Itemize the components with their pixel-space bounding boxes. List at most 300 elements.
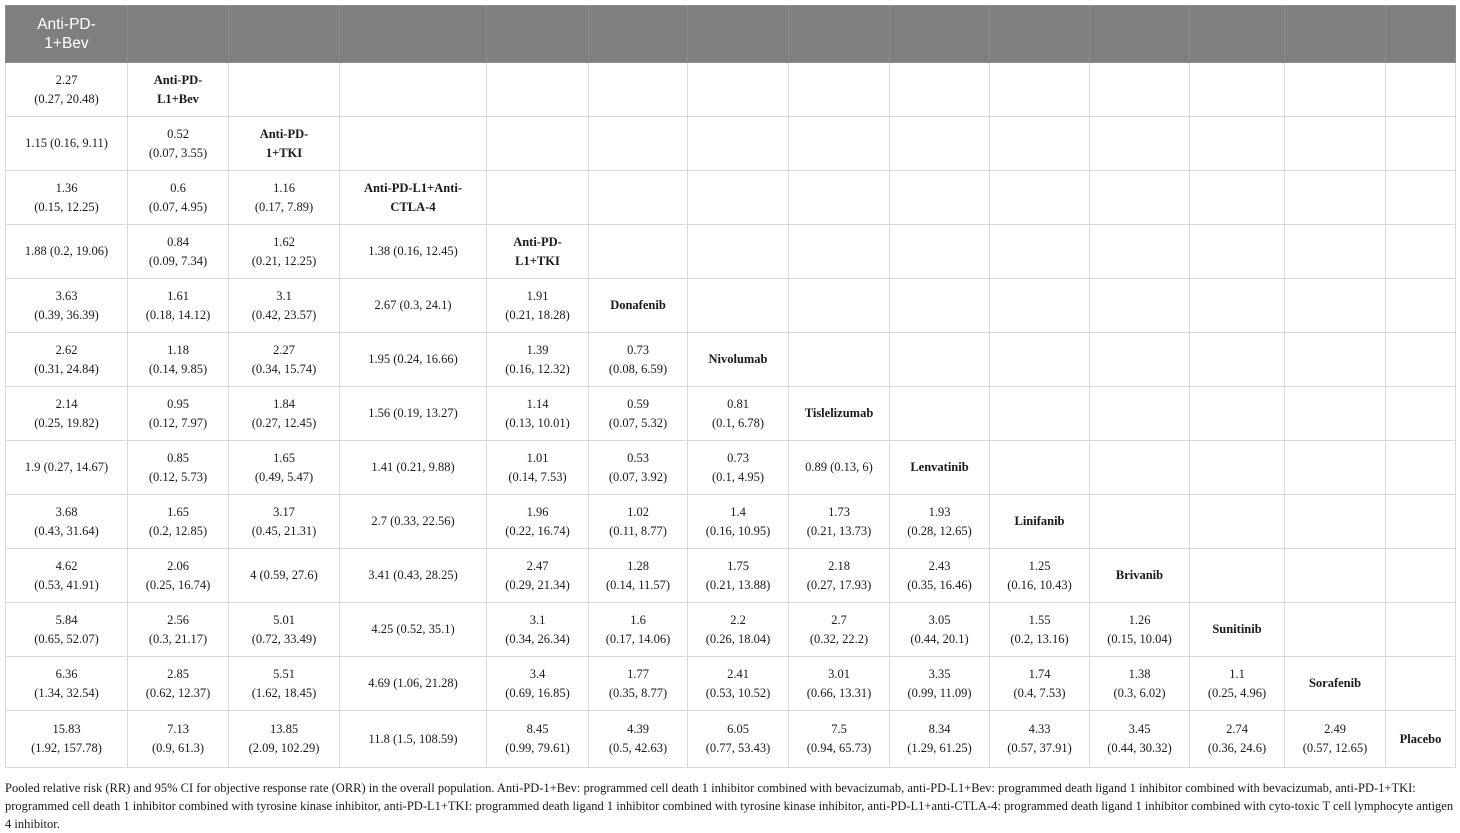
rr-value-cell (340, 657, 487, 711)
rr-value-text: (0.14, 7.53) (508, 469, 567, 484)
treatment-label-text: L1+TKI (515, 253, 560, 268)
rr-value-text: 1.4 (730, 504, 746, 519)
rr-value-cell (229, 603, 340, 657)
rr-value-text: (0.17, 7.89) (254, 199, 314, 214)
empty-cell (1190, 441, 1285, 495)
rr-value-text: 0.73 (627, 342, 649, 357)
rr-value-cell (789, 549, 890, 603)
rr-value-text: (0.27, 20.48) (34, 91, 99, 106)
rr-value-cell (128, 225, 229, 279)
header-cell (128, 6, 229, 63)
empty-cell (1285, 117, 1386, 171)
rr-value-cell (688, 711, 789, 768)
rr-value-cell (340, 387, 487, 441)
rr-value-text: (0.39, 36.39) (34, 307, 99, 322)
empty-cell (688, 117, 789, 171)
rr-value-text: 5.01 (273, 612, 295, 627)
rr-value-text: 1.38 (0.16, 12.45) (368, 244, 458, 258)
empty-cell (1090, 441, 1190, 495)
table-footnote: Pooled relative risk (RR) and 95% CI for objective response rate (ORR) in the overall population. Anti-PD-1+Bev: programmed cell death 1 inhibitor combined with bevacizumab, anti-PD-L1+Bev: programmed death ligand 1 inhibitor combined with bevacizumab, anti-PD-1+TKI: programmed cell death 1 inhibitor combined with tyrosine kinase inhibitor, anti-PD-L1+TKI: programmed death ligand 1 inhibitor combined with tyrosine kinase inhibitor, anti-PD-L1+anti-CTLA-4: programmed death ligand 1 inhibitor combined with cyto-toxic T cell lymphocyte antigen 4 inhibitor. (5, 781, 1454, 831)
rr-value-cell (128, 441, 229, 495)
empty-cell (1190, 63, 1285, 117)
rr-value-text: 1.65 (273, 450, 295, 465)
empty-cell (1285, 387, 1386, 441)
rr-value-cell (229, 495, 340, 549)
rr-value-text: 2.41 (727, 666, 749, 681)
rr-value-text: 1.73 (828, 504, 850, 519)
rr-value-text: (0.65, 52.07) (34, 631, 99, 646)
rr-value-text: (0.53, 10.52) (705, 685, 771, 700)
rr-value-cell (890, 711, 990, 768)
table-row (6, 333, 1456, 387)
rr-value-cell (6, 441, 128, 495)
rr-value-cell (688, 387, 789, 441)
table-row (6, 657, 1456, 711)
empty-cell (1285, 171, 1386, 225)
empty-cell (487, 171, 589, 225)
rr-value-text: 3.1 (529, 612, 546, 627)
rr-value-cell (990, 657, 1090, 711)
table-row (6, 117, 1456, 171)
header-cell (229, 6, 340, 63)
empty-cell (990, 117, 1090, 171)
empty-cell (1090, 117, 1190, 171)
table-row (6, 441, 1456, 495)
empty-cell (1090, 279, 1190, 333)
rr-value-text: 2.43 (928, 558, 951, 573)
header-cell (1090, 6, 1190, 63)
rr-value-text: (0.44, 20.1) (910, 631, 969, 646)
treatment-label-cell (688, 333, 789, 387)
rr-value-cell (487, 657, 589, 711)
empty-cell (1386, 387, 1456, 441)
rr-value-text: (0.62, 12.37) (145, 685, 211, 700)
rr-value-text: 3.05 (928, 612, 951, 627)
empty-cell (1090, 63, 1190, 117)
header-first-line2: 1+Bev (44, 35, 89, 52)
rr-value-text: (0.21, 18.28) (505, 307, 570, 322)
empty-cell (1285, 279, 1386, 333)
rr-value-cell (6, 171, 128, 225)
empty-cell (1386, 549, 1456, 603)
rr-value-text: (0.21, 13.73) (806, 523, 872, 538)
rr-value-cell (229, 441, 340, 495)
rr-value-cell (340, 441, 487, 495)
rr-value-text: 3.17 (273, 504, 295, 519)
header-cell (990, 6, 1090, 63)
rr-value-text: (0.66, 13.31) (806, 685, 872, 700)
rr-value-cell (1190, 711, 1285, 768)
rr-value-text: 8.34 (928, 722, 951, 736)
rr-value-text: 1.38 (1128, 666, 1151, 681)
treatment-label-cell (890, 441, 990, 495)
rr-value-text: 4.69 (1.06, 21.28) (368, 676, 458, 690)
rr-value-cell (229, 333, 340, 387)
rr-value-text: 8.45 (526, 722, 549, 736)
rr-value-text: (0.28, 12.65) (907, 523, 972, 538)
empty-cell (688, 225, 789, 279)
rr-value-text: (0.25, 19.82) (34, 415, 99, 430)
rr-value-text: (0.16, 12.32) (505, 361, 570, 376)
rr-value-text: 4 (0.59, 27.6) (250, 568, 318, 582)
league-table (5, 5, 1456, 768)
rr-value-text: (0.07, 3.55) (148, 145, 208, 160)
rr-value-cell (340, 225, 487, 279)
rr-value-cell (589, 657, 688, 711)
rr-value-cell (128, 279, 229, 333)
rr-value-text: (0.07, 4.95) (148, 199, 208, 214)
rr-value-cell (128, 549, 229, 603)
rr-value-text: 1.56 (0.19, 13.27) (368, 406, 458, 420)
rr-value-text: 5.84 (55, 612, 78, 627)
rr-value-text: (0.77, 53.43) (705, 741, 771, 755)
rr-value-cell (589, 387, 688, 441)
rr-value-text: 1.36 (55, 180, 78, 195)
table-row (6, 279, 1456, 333)
rr-value-text: 3.63 (55, 288, 78, 303)
rr-value-text: (0.21, 13.88) (705, 577, 771, 592)
empty-cell (340, 117, 487, 171)
rr-value-text: (0.11, 8.77) (609, 523, 667, 538)
rr-value-text: 4.62 (55, 558, 78, 573)
rr-value-text: (0.14, 9.85) (148, 361, 208, 376)
empty-cell (1090, 333, 1190, 387)
rr-value-cell (789, 657, 890, 711)
rr-value-text: (0.16, 10.43) (1007, 577, 1072, 592)
rr-value-text: 0.59 (627, 396, 649, 411)
header-cell (688, 6, 789, 63)
treatment-label-cell (487, 225, 589, 279)
empty-cell (1386, 63, 1456, 117)
rr-value-text: 2.27 (273, 342, 295, 357)
rr-value-cell (688, 549, 789, 603)
rr-value-text: (0.43, 31.64) (34, 523, 99, 538)
empty-cell (789, 279, 890, 333)
rr-value-text: (0.15, 12.25) (34, 199, 99, 214)
rr-value-cell (990, 603, 1090, 657)
empty-cell (890, 333, 990, 387)
table-row (6, 711, 1456, 768)
rr-value-cell (487, 387, 589, 441)
rr-value-text: (0.08, 6.59) (608, 361, 668, 376)
rr-value-text: 3.4 (529, 666, 546, 681)
rr-value-text: (0.07, 3.92) (608, 469, 668, 484)
rr-value-cell (890, 495, 990, 549)
rr-value-text: (0.44, 30.32) (1107, 741, 1172, 755)
empty-cell (1386, 441, 1456, 495)
rr-value-cell (688, 603, 789, 657)
rr-value-cell (589, 711, 688, 768)
rr-value-text: 0.85 (167, 450, 189, 465)
empty-cell (1285, 63, 1386, 117)
rr-value-cell (6, 387, 128, 441)
rr-value-text: (0.12, 7.97) (148, 415, 208, 430)
rr-value-text: 3.45 (1128, 722, 1151, 736)
rr-value-text: (0.49, 5.47) (254, 469, 314, 484)
treatment-label-cell (789, 387, 890, 441)
empty-cell (1190, 279, 1285, 333)
rr-value-text: 1.14 (526, 396, 549, 411)
rr-value-text: 0.52 (167, 126, 189, 141)
empty-cell (1090, 495, 1190, 549)
header-cell (789, 6, 890, 63)
rr-value-cell (128, 333, 229, 387)
rr-value-text: (0.31, 24.84) (34, 361, 99, 376)
rr-value-text: 1.6 (630, 612, 646, 627)
rr-value-cell (340, 549, 487, 603)
rr-value-cell (890, 657, 990, 711)
rr-value-text: 2.14 (55, 396, 78, 411)
empty-cell (1386, 171, 1456, 225)
rr-value-cell (340, 495, 487, 549)
rr-value-cell (6, 603, 128, 657)
rr-value-text: 2.7 (831, 612, 847, 627)
empty-cell (890, 171, 990, 225)
rr-value-cell (128, 711, 229, 768)
rr-value-cell (6, 549, 128, 603)
rr-value-text: 4.33 (1028, 722, 1051, 736)
empty-cell (890, 63, 990, 117)
rr-value-cell (340, 279, 487, 333)
rr-value-cell (1285, 711, 1386, 768)
rr-value-text: 0.84 (167, 234, 189, 249)
rr-value-cell (487, 333, 589, 387)
rr-value-cell (229, 171, 340, 225)
treatment-label-cell (990, 495, 1090, 549)
table-row (6, 549, 1456, 603)
empty-cell (1190, 117, 1285, 171)
rr-value-cell (1090, 711, 1190, 768)
empty-cell (990, 63, 1090, 117)
rr-value-text: (0.94, 65.73) (806, 741, 872, 755)
rr-value-text: 7.13 (167, 722, 189, 736)
rr-value-cell (990, 711, 1090, 768)
rr-value-text: (0.34, 26.34) (505, 631, 570, 646)
rr-value-text: (0.27, 12.45) (251, 415, 317, 430)
empty-cell (990, 171, 1090, 225)
rr-value-text: 1.77 (627, 666, 649, 681)
rr-value-text: 1.15 (0.16, 9.11) (25, 136, 108, 150)
empty-cell (789, 225, 890, 279)
rr-value-cell (128, 603, 229, 657)
rr-value-text: 1.65 (167, 504, 189, 519)
rr-value-cell (789, 495, 890, 549)
rr-value-text: 1.9 (0.27, 14.67) (24, 460, 109, 474)
rr-value-text: 0.81 (727, 396, 749, 411)
empty-cell (789, 63, 890, 117)
rr-value-cell (128, 495, 229, 549)
rr-value-cell (128, 657, 229, 711)
treatment-label-cell (1190, 603, 1285, 657)
rr-value-text: 1.84 (273, 396, 295, 411)
rr-value-text: 3.01 (828, 666, 850, 681)
rr-value-cell (789, 603, 890, 657)
empty-cell (890, 387, 990, 441)
rr-value-text: 1.02 (627, 504, 649, 519)
rr-value-text: (0.35, 8.77) (608, 685, 668, 700)
treatment-label-text: Anti-PD- (259, 126, 309, 141)
rr-value-cell (688, 441, 789, 495)
rr-value-cell (6, 225, 128, 279)
table-body (6, 63, 1456, 768)
rr-value-cell (990, 549, 1090, 603)
rr-value-text: 2.47 (526, 558, 549, 573)
rr-value-cell (6, 333, 128, 387)
rr-value-text: 2.49 (1324, 722, 1346, 736)
rr-value-text: 7.5 (831, 722, 847, 736)
table-row (6, 603, 1456, 657)
header-cell (1386, 6, 1456, 63)
empty-cell (1090, 387, 1190, 441)
rr-value-text: (0.4, 7.53) (1013, 685, 1066, 700)
table-header-row (6, 6, 1456, 63)
rr-value-text: (0.15, 10.04) (1107, 631, 1172, 646)
empty-cell (1190, 333, 1285, 387)
rr-value-cell (229, 657, 340, 711)
rr-value-cell (6, 63, 128, 117)
rr-value-text: 1.01 (526, 450, 549, 465)
empty-cell (340, 63, 487, 117)
treatment-label-text: CTLA-4 (390, 199, 436, 214)
rr-value-cell (688, 657, 789, 711)
empty-cell (1285, 603, 1386, 657)
empty-cell (1386, 657, 1456, 711)
treatment-label-cell (1386, 711, 1456, 768)
treatment-label-cell (340, 171, 487, 225)
rr-value-text: 2.18 (828, 558, 850, 573)
empty-cell (1285, 441, 1386, 495)
empty-cell (890, 225, 990, 279)
rr-value-cell (6, 279, 128, 333)
rr-value-text: 2.06 (167, 558, 189, 573)
rr-value-text: (0.3, 6.02) (1113, 685, 1166, 700)
rr-value-cell (487, 603, 589, 657)
rr-value-text: (1.29, 61.25) (907, 741, 972, 755)
empty-cell (1285, 549, 1386, 603)
rr-value-text: (0.14, 11.57) (605, 577, 671, 592)
treatment-label-text: Sorafenib (1308, 676, 1362, 690)
treatment-label-text: Lenvatinib (910, 460, 969, 474)
rr-value-text: 2.85 (167, 666, 189, 681)
treatment-label-text: Sunitinib (1212, 622, 1262, 636)
empty-cell (990, 387, 1090, 441)
rr-value-text: 1.41 (0.21, 9.88) (371, 460, 455, 474)
rr-value-cell (6, 711, 128, 768)
empty-cell (1386, 603, 1456, 657)
rr-value-cell (229, 225, 340, 279)
rr-value-text: 3.41 (0.43, 28.25) (368, 568, 458, 582)
rr-value-text: 1.95 (0.24, 16.66) (368, 352, 458, 366)
rr-value-text: (0.18, 14.12) (145, 307, 211, 322)
rr-value-text: 11.8 (1.5, 108.59) (368, 731, 458, 746)
rr-value-text: 3.35 (928, 666, 951, 681)
treatment-label-cell (229, 117, 340, 171)
rr-value-cell (789, 441, 890, 495)
rr-value-text: 1.91 (526, 288, 549, 303)
rr-value-text: 1.26 (1128, 612, 1151, 627)
rr-value-text: 15.83 (52, 722, 81, 736)
rr-value-text: 0.53 (627, 450, 649, 465)
empty-cell (1190, 387, 1285, 441)
rr-value-text: (0.99, 11.09) (907, 685, 972, 700)
rr-value-cell (589, 603, 688, 657)
treatment-label-text: Placebo (1399, 731, 1442, 746)
rr-value-text: 2.56 (167, 612, 189, 627)
rr-value-text: 1.25 (1028, 558, 1051, 573)
rr-value-cell (6, 657, 128, 711)
rr-value-text: (0.35, 16.46) (907, 577, 972, 592)
rr-value-text: (0.72, 33.49) (251, 631, 317, 646)
rr-value-text: (0.26, 18.04) (705, 631, 771, 646)
rr-value-text: 1.18 (167, 342, 189, 357)
empty-cell (1190, 549, 1285, 603)
rr-value-text: 1.75 (727, 558, 749, 573)
rr-value-text: (0.22, 16.74) (505, 523, 570, 538)
empty-cell (789, 117, 890, 171)
treatment-label-cell (589, 279, 688, 333)
treatment-label-cell (1285, 657, 1386, 711)
rr-value-text: (0.16, 10.95) (705, 523, 771, 538)
rr-value-text: (2.09, 102.29) (248, 741, 320, 755)
rr-value-text: 5.51 (273, 666, 295, 681)
rr-value-text: 4.39 (627, 722, 649, 736)
empty-cell (487, 117, 589, 171)
rr-value-text: (0.53, 41.91) (34, 577, 99, 592)
rr-value-text: 1.28 (627, 558, 649, 573)
rr-value-cell (229, 279, 340, 333)
rr-value-cell (487, 441, 589, 495)
rr-value-text: (0.27, 17.93) (806, 577, 872, 592)
header-cell (487, 6, 589, 63)
table-row (6, 387, 1456, 441)
rr-value-text: 0.6 (170, 180, 186, 195)
rr-value-text: (1.34, 32.54) (34, 685, 99, 700)
treatment-label-text: Donafenib (610, 298, 666, 312)
rr-value-cell (487, 549, 589, 603)
treatment-label-text: Nivolumab (708, 352, 768, 366)
empty-cell (1090, 171, 1190, 225)
rr-value-text: 2.27 (55, 72, 78, 87)
treatment-label-text: Anti-PD- (153, 72, 203, 87)
empty-cell (1285, 495, 1386, 549)
rr-value-text: 1.62 (273, 234, 295, 249)
rr-value-cell (6, 495, 128, 549)
treatment-label-cell (128, 63, 229, 117)
rr-value-text: 0.73 (727, 450, 749, 465)
header-cell-first (6, 6, 128, 63)
empty-cell (1090, 225, 1190, 279)
empty-cell (589, 117, 688, 171)
rr-value-text: (0.34, 15.74) (251, 361, 317, 376)
rr-value-cell (340, 333, 487, 387)
rr-value-text: 2.62 (55, 342, 78, 357)
rr-value-text: (0.25, 4.96) (1207, 685, 1267, 700)
rr-value-text: (0.12, 5.73) (148, 469, 208, 484)
empty-cell (1190, 495, 1285, 549)
rr-value-text: (0.32, 22.2) (809, 631, 869, 646)
empty-cell (789, 171, 890, 225)
rr-value-text: 0.95 (167, 396, 189, 411)
rr-value-text: (0.2, 12.85) (148, 523, 208, 538)
rr-value-cell (340, 711, 487, 768)
empty-cell (1386, 333, 1456, 387)
rr-value-cell (128, 387, 229, 441)
rr-value-text: 4.25 (0.52, 35.1) (371, 622, 455, 636)
rr-value-text: 1.88 (0.2, 19.06) (24, 244, 109, 258)
header-cell (890, 6, 990, 63)
rr-value-text: (0.3, 21.17) (148, 631, 208, 646)
rr-value-text: (0.57, 37.91) (1007, 741, 1072, 755)
